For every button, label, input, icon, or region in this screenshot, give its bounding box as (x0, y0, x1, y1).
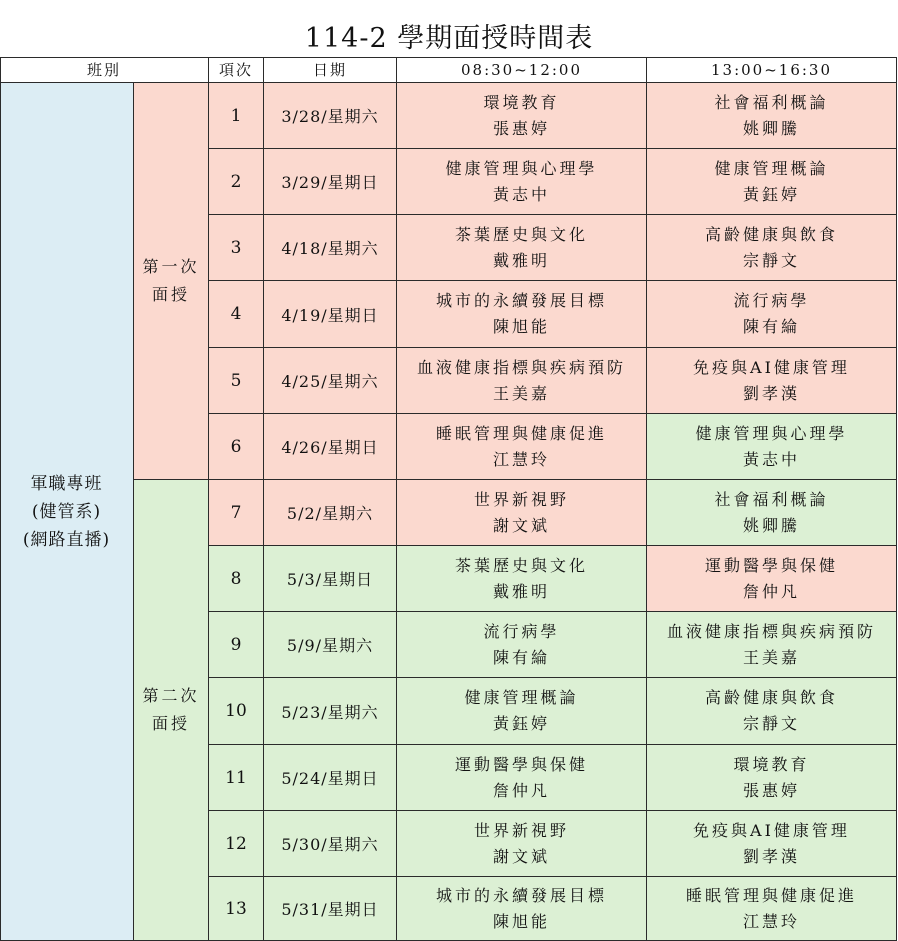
afternoon-session (647, 348, 897, 414)
afternoon-session (647, 546, 897, 612)
morning-session (397, 281, 647, 348)
row-number: 10 (209, 678, 264, 745)
group-label: 面授 (151, 285, 190, 304)
header-afternoon: 13:00~16:30 (647, 57, 897, 83)
morning-session (397, 83, 647, 149)
teacher-name: 詹仲凡 (742, 581, 800, 601)
course-name: 茶葉歷史與文化 (454, 555, 588, 575)
course-name: 環境教育 (483, 92, 560, 112)
row-date: 5/24/星期日 (264, 745, 397, 811)
morning-session (397, 745, 647, 811)
row-date: 5/30/星期六 (264, 811, 397, 877)
header-date: 日期 (264, 57, 397, 83)
row-number: 13 (209, 877, 264, 941)
teacher-name: 宗靜文 (742, 714, 800, 733)
row-date: 5/9/星期六 (264, 612, 397, 678)
afternoon-session (647, 480, 897, 546)
teacher-name: 戴雅明 (492, 581, 550, 601)
row-date: 3/29/星期日 (264, 149, 397, 215)
row-date: 4/25/星期六 (264, 348, 397, 414)
teacher-name: 黃志中 (492, 184, 550, 204)
morning-session (397, 480, 647, 546)
teacher-name: 陳有綸 (742, 317, 800, 336)
afternoon-session (647, 612, 897, 678)
course-name: 睡眠管理與健康促進 (435, 423, 607, 443)
teacher-name: 姚卿騰 (742, 118, 800, 138)
afternoon-session (647, 811, 897, 877)
row-number: 12 (209, 811, 264, 877)
afternoon-session (647, 83, 897, 149)
header-class: 班別 (0, 57, 209, 83)
course-name: 世界新視野 (473, 489, 569, 509)
course-name: 流行病學 (733, 291, 810, 310)
class-name-line: (網路直播) (22, 529, 111, 550)
teacher-name: 謝文斌 (492, 846, 550, 866)
afternoon-session (647, 877, 897, 941)
group-label: 第一次 (142, 257, 200, 276)
morning-session (397, 215, 647, 281)
course-name: 高齡健康與飲食 (704, 224, 838, 244)
course-name: 血液健康指標與疾病預防 (666, 621, 876, 641)
group-first-session (134, 83, 209, 480)
course-name: 城市的永續發展目標 (435, 885, 607, 905)
afternoon-session (647, 678, 897, 745)
course-name: 免疫與AI健康管理 (693, 820, 850, 840)
row-number: 3 (209, 215, 264, 281)
morning-session (397, 877, 647, 941)
course-name: 流行病學 (483, 621, 560, 641)
row-date: 4/18/星期六 (264, 215, 397, 281)
teacher-name: 張惠婷 (492, 118, 550, 138)
teacher-name: 陳旭能 (492, 317, 550, 336)
teacher-name: 黃鈺婷 (742, 184, 800, 204)
morning-session (397, 149, 647, 215)
course-name: 環境教育 (733, 754, 810, 774)
header-morning: 08:30~12:00 (397, 57, 647, 83)
course-name: 社會福利概論 (714, 489, 829, 509)
afternoon-session (647, 215, 897, 281)
teacher-name: 江慧玲 (742, 911, 800, 931)
row-number: 5 (209, 348, 264, 414)
teacher-name: 陳有綸 (492, 647, 550, 667)
teacher-name: 陳旭能 (492, 911, 550, 931)
course-name: 睡眠管理與健康促進 (685, 885, 857, 905)
page-title: 114-2 學期面授時間表 (304, 23, 594, 54)
row-number: 7 (209, 480, 264, 546)
teacher-name: 宗靜文 (742, 250, 800, 270)
teacher-name: 江慧玲 (492, 449, 550, 469)
class-name-cell (0, 83, 134, 941)
course-name: 運動醫學與保健 (454, 754, 588, 774)
row-number: 9 (209, 612, 264, 678)
course-name: 免疫與AI健康管理 (693, 357, 850, 377)
course-name: 健康管理概論 (464, 688, 579, 707)
teacher-name: 黃志中 (742, 449, 800, 469)
afternoon-session (647, 149, 897, 215)
row-date: 5/3/星期日 (264, 546, 397, 612)
row-date: 4/26/星期日 (264, 414, 397, 480)
course-name: 城市的永續發展目標 (435, 291, 607, 310)
course-name: 健康管理與心理學 (445, 158, 598, 178)
course-name: 血液健康指標與疾病預防 (416, 357, 626, 377)
row-number: 6 (209, 414, 264, 480)
morning-session (397, 546, 647, 612)
row-date: 4/19/星期日 (264, 281, 397, 348)
row-number: 8 (209, 546, 264, 612)
course-name: 世界新視野 (473, 820, 569, 840)
row-date: 5/23/星期六 (264, 678, 397, 745)
afternoon-session (647, 281, 897, 348)
row-number: 11 (209, 745, 264, 811)
row-number: 2 (209, 149, 264, 215)
morning-session (397, 612, 647, 678)
course-name: 運動醫學與保健 (704, 555, 838, 575)
teacher-name: 王美嘉 (492, 383, 550, 403)
teacher-name: 劉孝漢 (742, 846, 800, 866)
row-date: 5/2/星期六 (264, 480, 397, 546)
morning-session (397, 348, 647, 414)
course-name: 健康管理概論 (714, 158, 829, 178)
teacher-name: 謝文斌 (492, 515, 550, 535)
header-item: 項次 (209, 57, 264, 83)
class-name-line: (健管系) (31, 501, 102, 522)
row-number: 1 (209, 83, 264, 149)
course-name: 社會福利概論 (714, 92, 829, 112)
course-name: 健康管理與心理學 (695, 423, 848, 443)
teacher-name: 黃鈺婷 (492, 714, 550, 733)
group-label: 第二次 (142, 686, 200, 705)
morning-session (397, 678, 647, 745)
teacher-name: 王美嘉 (742, 647, 800, 667)
course-name: 茶葉歷史與文化 (454, 224, 588, 244)
teacher-name: 劉孝漢 (742, 383, 800, 403)
class-name-line: 軍職專班 (30, 473, 103, 494)
teacher-name: 姚卿騰 (742, 515, 800, 535)
row-number: 4 (209, 281, 264, 348)
course-name: 高齡健康與飲食 (704, 688, 838, 707)
teacher-name: 張惠婷 (742, 780, 800, 800)
teacher-name: 戴雅明 (492, 250, 550, 270)
morning-session (397, 811, 647, 877)
morning-session (397, 414, 647, 480)
group-label: 面授 (151, 714, 190, 733)
row-date: 5/31/星期日 (264, 877, 397, 941)
afternoon-session (647, 745, 897, 811)
group-second-session (134, 480, 209, 941)
afternoon-session (647, 414, 897, 480)
row-date: 3/28/星期六 (264, 83, 397, 149)
teacher-name: 詹仲凡 (492, 780, 550, 800)
